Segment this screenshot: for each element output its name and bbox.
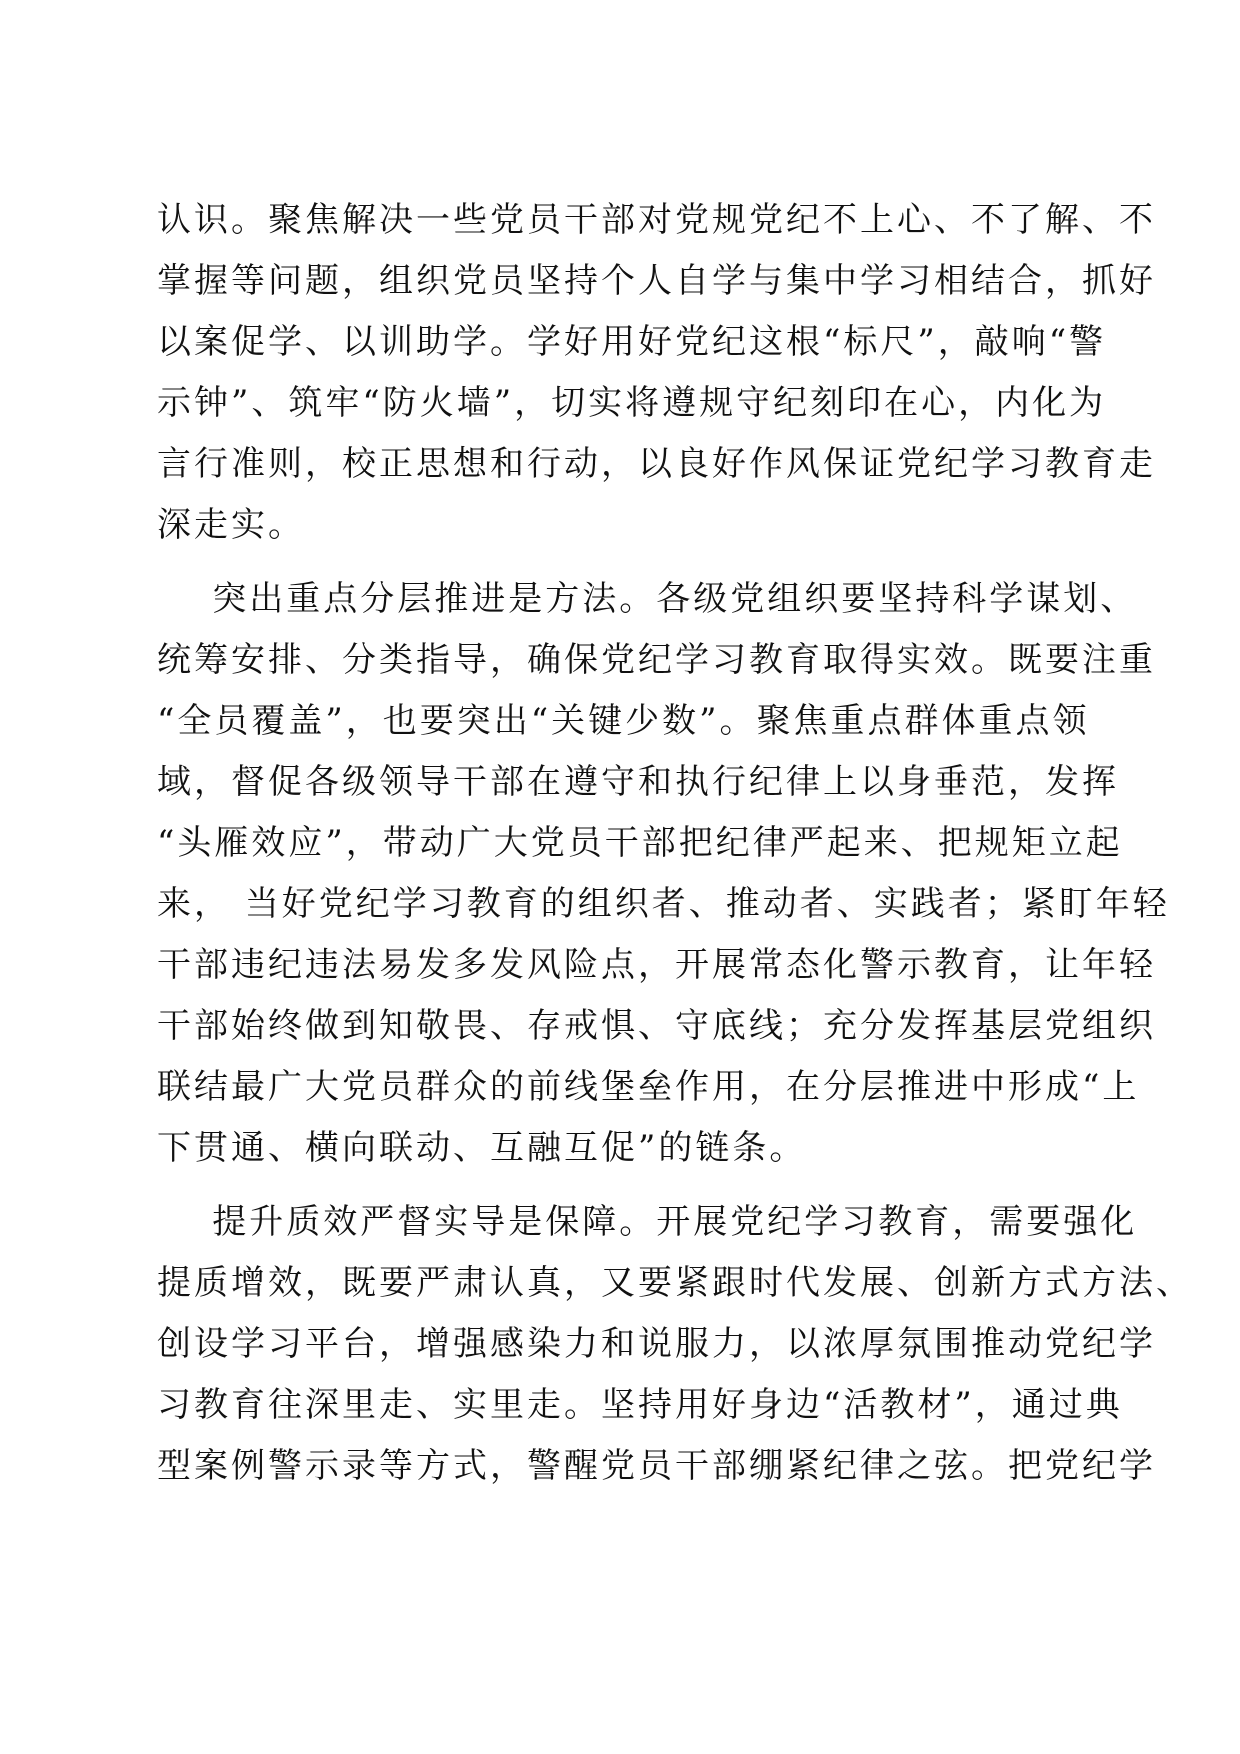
paragraph-gap — [157, 1179, 1097, 1192]
text-line: 提质增效，既要严肃认真，又要紧跟时代发展、创新方式方法、 — [157, 1263, 1193, 1303]
text-line: 创设学习平台，增强感染力和说服力，以浓厚氛围推动党纪学 — [157, 1324, 1156, 1364]
paragraph-1 — [157, 190, 1156, 556]
text-line: 提升质效严督实导是保障。开展党纪学习教育，需要强化 — [157, 1202, 1138, 1242]
text-line: 干部违纪违法易发多发风险点，开展常态化警示教育，让年轻 — [157, 945, 1156, 985]
text-line: 深走实。 — [157, 505, 305, 545]
text-line: 以案促学、以训助学。学好用好党纪这根“标尺”，敲响“警 — [157, 322, 1107, 362]
text-line: 型案例警示录等方式，警醒党员干部绷紧纪律之弦。把党纪学 — [157, 1446, 1156, 1486]
text-line: “全员覆盖”，也要突出“关键少数”。聚焦重点群体重点领 — [157, 701, 1090, 741]
text-line: 域，督促各级领导干部在遵守和执行纪律上以身垂范，发挥 — [157, 762, 1119, 802]
text-line: 掌握等问题，组织党员坚持个人自学与集中学习相结合，抓好 — [157, 261, 1156, 301]
text-line: “头雁效应”，带动广大党员干部把纪律严起来、把规矩立起 — [157, 823, 1123, 863]
text-line: 认识。聚焦解决一些党员干部对党规党纪不上心、不了解、不 — [157, 200, 1156, 240]
text-line: 习教育往深里走、实里走。坚持用好身边“活教材”，通过典 — [157, 1385, 1123, 1425]
text-line: 干部始终做到知敬畏、存戒惧、守底线；充分发挥基层党组织 — [157, 1006, 1156, 1046]
text-line: 来， 当好党纪学习教育的组织者、推动者、实践者；紧盯年轻 — [157, 884, 1170, 924]
text-line: 突出重点分层推进是方法。各级党组织要坚持科学谋划、 — [157, 579, 1138, 619]
text-line: 言行准则，校正思想和行动，以良好作风保证党纪学习教育走 — [157, 444, 1156, 484]
paragraph-3 — [157, 1192, 1193, 1497]
paragraph-gap — [157, 556, 1097, 569]
text-line: 联结最广大党员群众的前线堡垒作用，在分层推进中形成“上 — [157, 1067, 1140, 1107]
text-line: 示钟”、筑牢“防火墙”，切实将遵规守纪刻印在心，内化为 — [157, 383, 1107, 423]
text-line: 统筹安排、分类指导，确保党纪学习教育取得实效。既要注重 — [157, 640, 1156, 680]
paragraph-2 — [157, 569, 1170, 1179]
document-body — [157, 190, 1193, 1497]
text-line: 下贯通、横向联动、互融互促”的链条。 — [157, 1128, 807, 1168]
